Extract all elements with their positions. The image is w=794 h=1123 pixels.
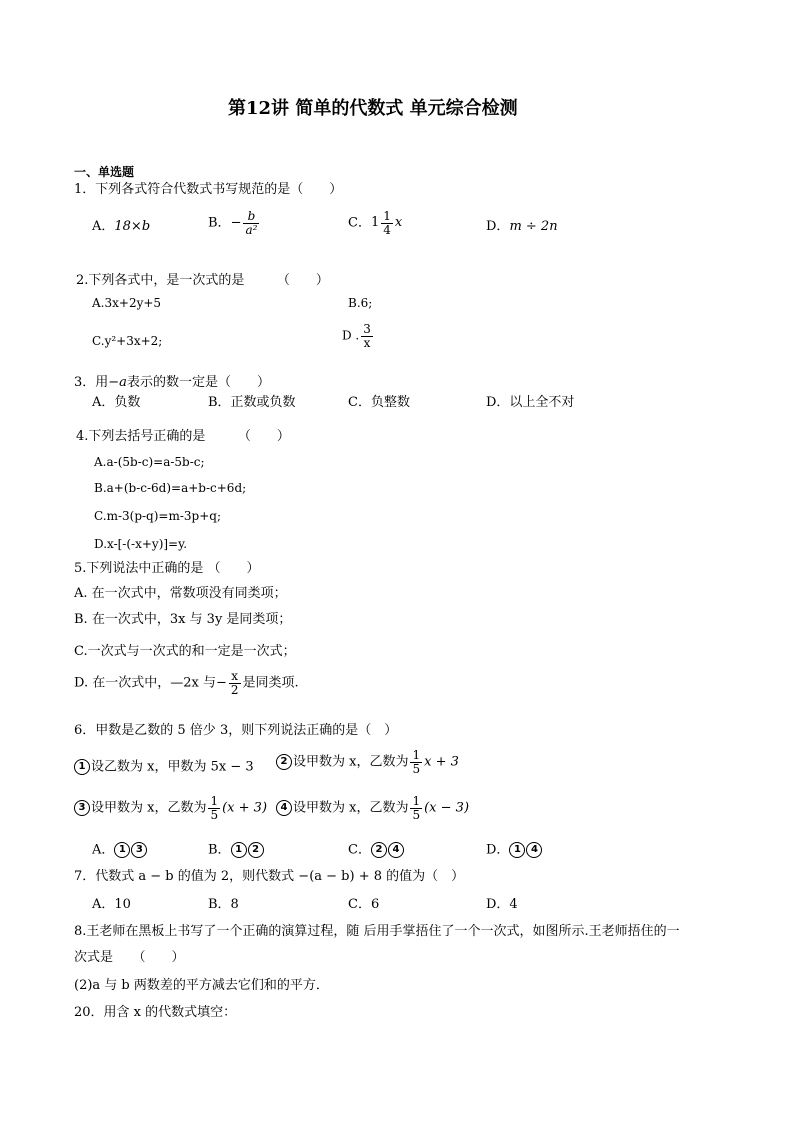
question-2-option-c: C.y²+3x+2; bbox=[92, 334, 163, 348]
question-20-stem: 20．用含 x 的代数式填空： bbox=[74, 1005, 237, 1020]
question-5-option-c: C.一次式与一次式的和一定是一次式； bbox=[74, 644, 296, 659]
circled-number-icon: 2 bbox=[276, 754, 292, 770]
question-3-option-c: C．负整数 bbox=[348, 395, 410, 410]
question-1-option-b: B．− $\frac{b}{\text{a²}}$ bbox=[208, 209, 258, 237]
question-5-option-a: A. 在一次式中，常数项没有同类项； bbox=[74, 586, 287, 601]
question-1-stem: 1．下列各式符合代数式书写规范的是（ ） bbox=[74, 182, 343, 197]
question-7-option-d: D．4 bbox=[486, 897, 518, 912]
page-title: 第12讲 简单的代数式 单元综合检测 bbox=[228, 98, 518, 119]
question-8-line-2: 次式是 （ ） bbox=[74, 950, 185, 965]
question-2-option-d: D . $\frac{3}{x}$ bbox=[342, 322, 371, 350]
question-7-option-c: C．6 bbox=[348, 897, 380, 912]
question-4-option-b: B.a+(b-c-6d)=a+b-c+6d; bbox=[94, 481, 247, 495]
question-6-option-a: A． 1 3 bbox=[92, 842, 148, 858]
section-heading: 一、单选题 bbox=[74, 165, 135, 179]
question-6-statement-4: 4 设甲数为 x，乙数为 $\frac{1}{5}$ (x − 3) bbox=[276, 795, 469, 821]
question-2-option-a: A.3x+2y+5 bbox=[92, 296, 162, 310]
question-7-option-a: A．10 bbox=[92, 897, 131, 912]
question-1-option-d: D．m ÷ 2n bbox=[486, 219, 558, 234]
question-3-option-a: A．负数 bbox=[92, 395, 141, 410]
question-6-stem: 6．甲数是乙数的 5 倍少 3，则下列说法正确的是（ ） bbox=[74, 723, 398, 738]
question-1-option-c: C． 1 $\frac{1}{4}$ x bbox=[348, 209, 403, 237]
circled-number-icon: 3 bbox=[74, 800, 90, 816]
question-6-statement-2: 2 设甲数为 x，乙数为 $\frac{1}{5}$ x + 3 bbox=[276, 749, 459, 775]
question-6-option-d: D． 1 4 bbox=[486, 842, 543, 858]
question-6-option-b: B． 1 2 bbox=[208, 842, 265, 858]
question-3-stem: 3．用−a表示的数一定是（ ） bbox=[74, 375, 270, 390]
question-4-stem: 4.下列去括号正确的是 （ ） bbox=[76, 429, 290, 444]
question-4-option-a: A.a-(5b-c)=a-5b-c; bbox=[94, 455, 205, 469]
question-2-option-b: B.6; bbox=[348, 296, 373, 310]
question-2-stem: 2.下列各式中，是一次式的是 （ ） bbox=[76, 273, 329, 288]
sub-question-text: (2)a 与 b 两数差的平方减去它们和的平方． bbox=[74, 978, 329, 993]
question-6-statement-1: 1 设乙数为 x，甲数为 5x − 3 bbox=[74, 759, 254, 775]
question-4-option-d: D.x-[-(-x+y)]=y. bbox=[94, 537, 188, 551]
question-5-option-b: B. 在一次式中，3x 与 3y 是同类项； bbox=[74, 612, 292, 627]
question-1-option-a: A．18×b bbox=[92, 219, 151, 234]
question-7-option-b: B．8 bbox=[208, 897, 239, 912]
question-5-option-d: D. 在一次式中，—2x 与− $\frac{x}{2}$ 是同类项. bbox=[74, 669, 299, 697]
question-5-stem: 5.下列说法中正确的是 （ ） bbox=[74, 561, 260, 576]
question-6-option-c: C． 2 4 bbox=[348, 842, 405, 858]
question-6-statement-3: 3 设甲数为 x，乙数为 $\frac{1}{5}$ (x + 3) bbox=[74, 795, 267, 821]
question-8-line-1: 8.王老师在黑板上书写了一个正确的演算过程，随 后用手掌捂住了一个一次式，如图所示.王老师捂住的一 bbox=[74, 924, 680, 939]
question-3-option-b: B．正数或负数 bbox=[208, 395, 296, 410]
question-7-stem: 7．代数式 a − b 的值为 2，则代数式 −(a − b) + 8 的值为（ ） bbox=[74, 869, 465, 884]
question-3-option-d: D．以上全不对 bbox=[486, 395, 575, 410]
circled-number-icon: 1 bbox=[74, 759, 90, 775]
question-4-option-c: C.m-3(p-q)=m-3p+q; bbox=[94, 509, 222, 523]
circled-number-icon: 4 bbox=[276, 800, 292, 816]
